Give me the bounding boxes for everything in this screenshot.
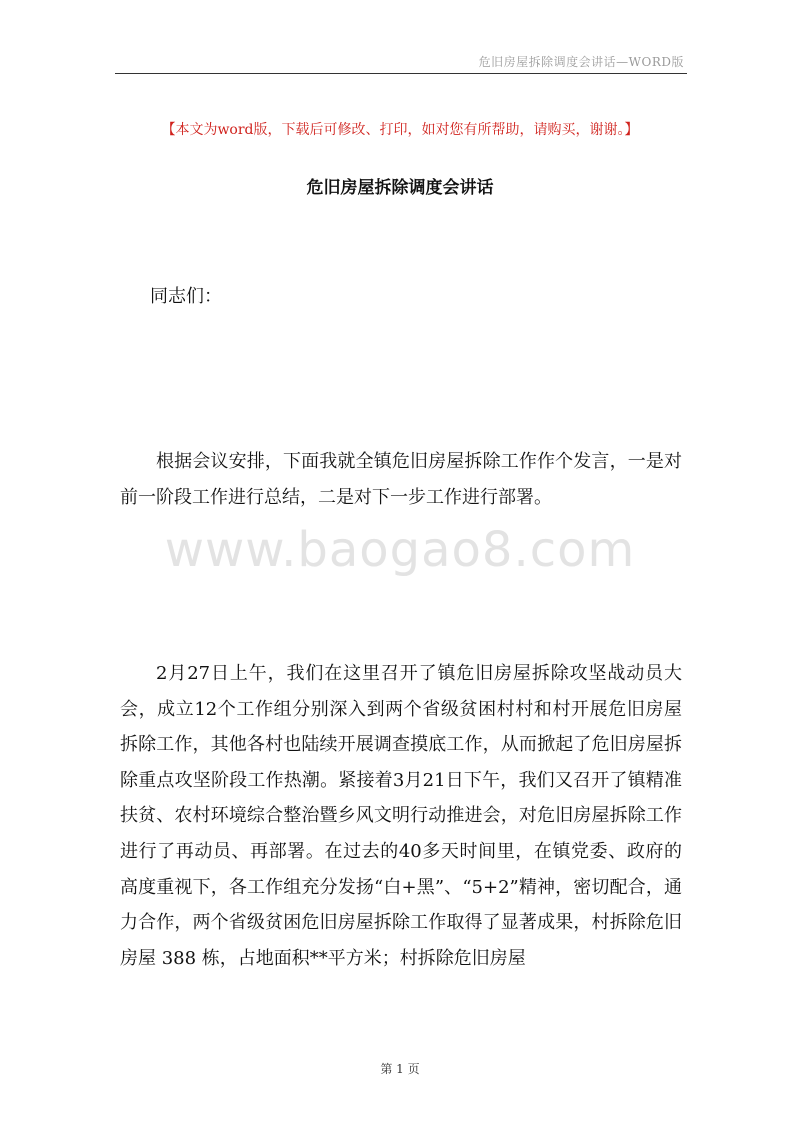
paragraph-intro: 根据会议安排，下面我就全镇危旧房屋拆除工作作个发言，一是对前一阶段工作进行总结，二是对下一步工作进行部署。 [120, 451, 682, 508]
running-header: 危旧房屋拆除调度会讲话—WORD版 [478, 55, 684, 69]
greeting: 同志们： [150, 286, 222, 307]
watermark: www.baogao8.com [164, 522, 636, 578]
header-divider [115, 73, 687, 74]
paragraph-progress: 2月27日上午，我们在这里召开了镇危旧房屋拆除攻坚战动员大会，成立12个工作组分别深入到两个省级贫困村村和村开展危旧房屋拆除工作，其他各村也陆续开展调查摸底工作，从而掀起了危旧房屋拆除重点攻坚阶段工作热潮。紧接着3月21日下午，我们又召开了镇精准扶贫、农村环境综合整治暨乡风文明行动推进会，对危旧房屋拆除工作进行了再动员、再部署。在过去的40多天时间里，在镇党委、政府的高度重视下，各工作组充分发扬“白+黑”、“5+2”精神，密切配合，通力合作，两个省级贫困危旧房屋拆除工作取得了显著成果，村拆除危旧房屋 388 栋，占地面积**平方米；村拆除危旧房屋 [120, 663, 682, 969]
document-title: 危旧房屋拆除调度会讲话 [306, 178, 494, 198]
page-number: 第 1 页 [380, 1062, 420, 1076]
download-notice: 【本文为word版，下载后可修改、打印，如对您有所帮助，请购买，谢谢。】 [161, 122, 639, 138]
